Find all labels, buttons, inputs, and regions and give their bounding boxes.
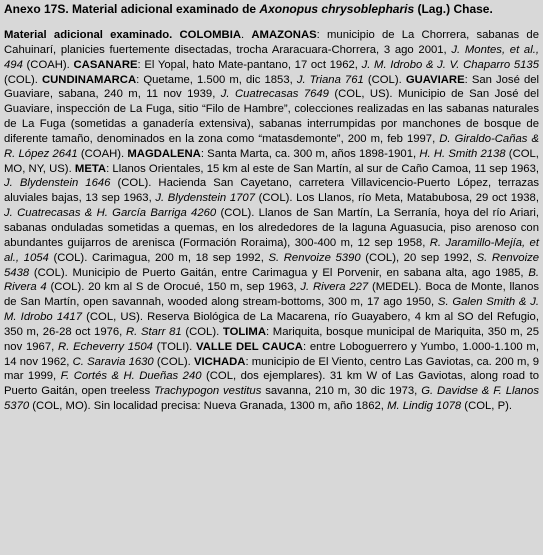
specimen-text: (COL, MO, NY, US). [4,147,539,175]
collector-citation: J. M. Idrobo & J. V. Chaparro 5135 [361,58,539,71]
specimen-text: : entre Loboguerrero y Yumbo, 1.000-1.100 m, 14 nov 1962, [4,340,539,368]
specimen-text: (COL, US). Municipio de San José del Guaviare, inspección de La Fuga, sitio “Filo de Hambre”, colecciones realizadas en las sabanas naturales de La Fuga (sometidas a ganadería extensiva), sabanas interrumpidas por manchones de bosque de diferente tamaño, denominados en la zona como “matasdemonte”, 200 m, feb 1997, [4,88,539,145]
collector-citation: M. Lindig 1078 [387,400,462,413]
specimen-text: (COAH). [77,147,128,160]
specimen-text: : municipio de El Viento, centro Las Gaviotas, ca. 200 m, 9 mar 1999, [4,355,539,383]
collector-citation: D. Giraldo-Cañas & R. López 2641 [4,132,539,160]
specimen-text: . [241,29,252,41]
collector-citation: J. Cuatrecasas 7649 [220,88,329,101]
annex-title [4,2,539,16]
specimen-text: savanna, 210 m, 30 dic 1973, [261,385,422,398]
specimen-text: (TOLI). [152,340,197,353]
annex-title-species: Axonopus chrysoblepharis [259,2,415,16]
region-label: VALLE DEL CAUCA [196,340,303,353]
specimen-text: : Llanos Orientales, 15 km al este de San Martín, al sur de Caño Camoa, 11 sep 1963, [106,162,539,175]
specimen-text: : Quetame, 1.500 m, dic 1853, [136,73,297,86]
specimen-text: (COL). Los Llanos, río Meta, Matabubosa, 29 oct 1938, [254,192,539,205]
specimen-text: (COL). Municipio de Puerto Gaitán, entre Carimagua y El Porvenir, en sabana alta, ago 1985, [29,266,529,279]
collector-citation: J. Blydenstein 1707 [155,192,255,205]
region-label: CUNDINAMARCA [41,73,137,86]
specimen-text: (COL). [363,73,406,86]
specimen-text: (COL), 20 sep 1992, [360,251,477,264]
collector-citation: J. Montes, et al., 494 [4,43,539,71]
region-label: META [74,162,107,175]
specimen-text: : El Yopal, hato Mate-pantano, 17 oct 1962, [137,58,362,71]
region-label: Material adicional examinado. COLOMBIA [4,29,241,41]
collector-citation: J. Triana 761 [296,73,364,86]
specimen-text: (COL). Hacienda San Cayetano, carretera Villavicencio-Puerto López, terrazas aluviales bajas, 13 sep 1963, [4,177,539,205]
collector-citation: S. Galen Smith & J. M. Idrobo 1417 [4,296,539,324]
specimen-text: : Mariquita, bosque municipal de Mariquita, 350 m, 25 nov 1967, [4,325,540,353]
collector-citation: R. Jaramillo-Mejía, et al., 1054 [4,236,539,264]
collector-citation: H. H. Smith 2138 [419,147,506,160]
collector-citation: J. Cuatrecasas & H. García Barriga 4260 [4,207,217,220]
region-label: CASANARE [73,58,138,71]
collector-citation: R. Echeverry 1504 [58,340,153,353]
specimen-list-paragraph [4,28,539,414]
specimen-text: (COL). [4,73,42,86]
specimen-text: (COL). [181,325,223,338]
specimen-text: (COL). 20 km al S de Orocué, 150 m, sep 1963, [46,281,301,294]
collector-citation: B. Rivera 4 [4,266,539,294]
collector-citation: S. Renvoize 5438 [4,251,540,279]
specimen-text: : Santa Marta, ca. 300 m, años 1898-1901, [200,147,420,160]
specimen-text: (COL). Carimagua, 200 m, 18 sep 1992, [48,251,269,264]
collector-citation: G. Davidse & F. Llanos 5370 [4,385,539,413]
region-label: GUAVIARE [405,73,465,86]
region-label: TOLIMA [222,325,266,338]
specimen-text: : municipio de La Chorrera, sabanas de Cahuinarí, planicies fuertemente disectadas, trocha Araracuara-Chorrera, 3 ago 2001, [4,29,540,56]
annex-title-prefix: Anexo 17S. Material adicional examinado de [4,2,260,16]
specimen-text: (COL). [153,355,194,368]
region-label: VICHADA [193,355,246,368]
specimen-text: (COL, P). [461,400,513,413]
annex-title-suffix: (Lag.) Chase. [414,2,493,16]
specimen-text: (COL, dos ejemplares). 31 km W of Las Gaviotas, along road to Puerto Gaitán, open treeless [4,370,539,398]
specimen-text: (MEDEL). Boca de Monte, llanos de San Martín, open savannah, wooded along stream-bottoms, 300 m, 17 ago 1950, [4,281,540,309]
collector-citation: R. Starr 81 [125,325,182,338]
specimen-text: (COL, MO). Sin localidad precisa: Nueva Granada, 1300 m, año 1862, [29,400,388,413]
collector-citation: Trachypogon vestitus [154,385,262,398]
region-label: MAGDALENA [127,147,201,160]
collector-citation: F. Cortés & H. Dueñas 240 [60,370,202,383]
specimen-text: : San José del Guaviare, sabana, 240 m, 11 nov 1939, [4,73,540,101]
collector-citation: J. Rivera 227 [300,281,369,294]
specimen-text: (COAH). [22,58,74,71]
specimen-text: (COL, US). Reserva Biológica de La Macarena, río Guayabero, 4 km al SO del Refugio, 350 m, 26-28 oct 1976, [4,311,539,338]
collector-citation: C. Saravia 1630 [72,355,154,368]
region-label: AMAZONAS [251,29,317,41]
specimen-text: (COL). Llanos de San Martín, La Serranía, hoya del río Ariari, sabanas onduladas sometidas a quemas, en los alrededores de la laguna Aguasucia, piso arenoso con abundantes guijarros de arenisca (Formación Roraima), 300-400 m, 12 sep 1958, [4,207,539,249]
collector-citation: J. Blydenstein 1646 [4,177,111,190]
collector-citation: S. Renvoize 5390 [268,251,361,264]
